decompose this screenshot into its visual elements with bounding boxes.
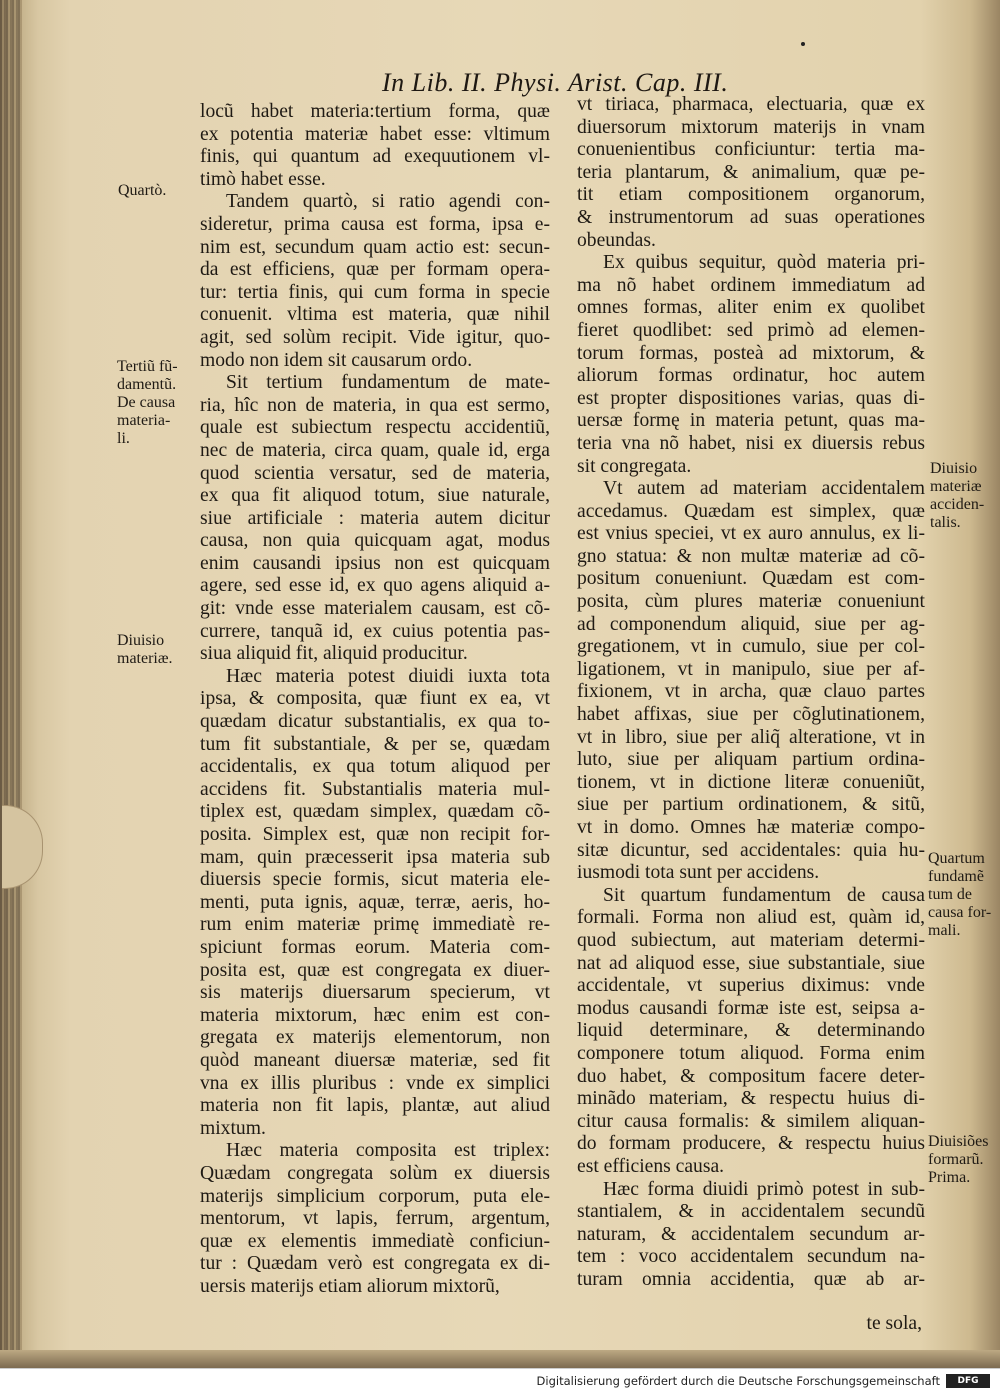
text-line: modus causandi formæ iste est, seipsa a-	[577, 997, 925, 1019]
text-line: tiplex est, quædam simplex, quædam cõ-	[200, 801, 550, 823]
text-line: ria, hîc non de materia, in qua est sermo,	[200, 394, 550, 416]
text-line: vt tiriaca, pharmaca, electuaria, quæ ex	[577, 94, 925, 115]
text-line: & instrumentorum ad suas operationes	[577, 206, 925, 228]
text-line: gregata ex materijs elementorum, non	[200, 1027, 550, 1049]
text-line: est efficiens causa.	[577, 1155, 725, 1177]
margin-note-line: talis.	[930, 514, 961, 531]
text-line: est propter dispositiones varias, quas di-	[577, 387, 925, 409]
text-line: Ex quibus sequitur, quòd materia pri-	[603, 252, 925, 274]
text-line: sideretur, prima causa est forma, ipsa e-	[200, 213, 550, 235]
text-line: vt in libro, siue per aliq̃ alteratione, vt in	[577, 726, 925, 748]
footer-credit: Digitalisierung gefördert durch die Deutsche Forschungsgemeinschaft	[536, 1374, 940, 1388]
dfg-logo: DFG	[946, 1374, 990, 1388]
text-line: git: vnde esse materialem causam, est cõ-	[200, 598, 550, 620]
margin-note-line: Prima.	[928, 1169, 971, 1186]
margin-note-tertium	[117, 358, 178, 448]
text-line: luto, siue per aliquam partium ordina-	[577, 749, 925, 771]
text-line: sit congregata.	[577, 455, 692, 477]
page-edge-bottom	[0, 1350, 1000, 1368]
text-line: gregationem, vt in cumulo, siue per col-	[577, 636, 925, 658]
text-line: ad componendum aliquid, siue per ag-	[577, 613, 925, 635]
margin-note-line: fundamẽ	[928, 868, 984, 885]
text-line: Sit quartum fundamentum de causa	[603, 884, 925, 906]
text-line: teria vna nõ habet, nisi ex diuersis rebus	[577, 432, 925, 454]
text-line: vna ex illis pluribus : vnde ex simplici	[200, 1072, 550, 1094]
text-line: currere, tanquã id, ex cuius potentia pas-	[200, 620, 550, 642]
margin-note-diuisiones	[928, 1133, 988, 1187]
margin-note-line: Tertiũ fũ-	[117, 358, 178, 375]
left-column	[200, 101, 550, 1298]
text-line: fieret quodlibet: sed primò ad elemen-	[577, 319, 925, 341]
running-title: In Lib. II. Physi. Arist. Cap. III.	[382, 68, 729, 97]
text-line: tionem, vt in dictione literæ conueniũt,	[577, 771, 925, 793]
margin-note-line: li.	[117, 430, 130, 447]
text-line: tur: tertia finis, qui cum forma in specie	[200, 281, 550, 303]
text-line: nim est, secundum quam actio est: secun-	[200, 236, 550, 258]
text-line: liquid determinare, & determinando	[577, 1020, 925, 1042]
text-line: accidentale, vt superius diximus: vnde	[577, 975, 925, 997]
text-line: agit, sed solùm recipit. Vide igitur, quo-	[200, 326, 550, 348]
text-line: Hæc forma diuidi primò potest in sub-	[603, 1178, 925, 1200]
margin-note-line: De causa	[117, 394, 176, 411]
text-line: nat ad aliquod esse, siue substantiale, siue	[577, 952, 925, 974]
margin-note-line: mali.	[928, 922, 961, 939]
text-line: mixtum.	[200, 1117, 266, 1139]
text-line: Hæc materia composita est triplex:	[226, 1140, 550, 1162]
text-line: ipsa, & composita, quæ fiunt ex ea, vt	[200, 688, 550, 710]
text-line: siue artificiale : materia autem dicitur	[200, 507, 550, 529]
text-line: uersis materijs etiam aliorum mixtorũ,	[200, 1275, 500, 1297]
text-line: omnes formas, aliter enim ex quolibet	[577, 297, 925, 319]
text-line: Hæc materia potest diuidi iuxta tota	[226, 665, 550, 687]
text-line: sis materijs diuersarum specierum, vt	[200, 982, 550, 1004]
margin-note-line: tum de	[928, 886, 972, 903]
text-line: enim causandi ipsius non est quicquam	[200, 552, 550, 574]
margin-note-line: Quartò.	[118, 182, 167, 199]
text-line: accidentalis, ex qua totum aliquod per	[200, 756, 550, 778]
text-line: spiciunt formas eorum. Materia com-	[200, 936, 550, 958]
text-line: conuenit. vltima est materia, quæ nihil	[200, 304, 550, 326]
text-line: ex potentia materiæ habet esse: vltimum	[200, 123, 550, 145]
text-line: fixionem, vt in archa, quæ clauo partes	[577, 681, 925, 703]
margin-note-line: materiæ	[930, 478, 982, 495]
text-line: posita, cùm plures materiæ conueniunt	[577, 591, 925, 613]
ink-dot	[801, 42, 805, 46]
text-line: quòd maneant diuersæ materiæ, sed fit	[200, 1049, 550, 1071]
text-line: timò habet esse.	[200, 168, 326, 190]
text-line: conuenientibus conficiuntur: tertia ma-	[577, 139, 925, 161]
text-line: Vt autem ad materiam accidentalem	[603, 478, 925, 500]
margin-note-line: Diuisio	[930, 460, 978, 477]
text-line: tur : Quædam verò est congregata ex di-	[200, 1253, 550, 1275]
text-line: materijs simplicium corporum, puta ele-	[200, 1185, 550, 1207]
page-edge-left	[0, 0, 22, 1368]
margin-note-quartum	[928, 850, 991, 940]
text-line: citur causa formalis: & similem aliquan-	[577, 1110, 925, 1132]
text-line: accedamus. Quædam est simplex, quæ	[577, 500, 925, 522]
text-line: turam omnia accidentia, quæ ab ar-	[577, 1268, 925, 1290]
text-line: siua aliquid fit, aliquid producitur.	[200, 643, 468, 665]
margin-note-quarto	[118, 182, 166, 200]
margin-note-line: causa for-	[928, 904, 992, 921]
margin-note-diuisio-materiae	[117, 632, 173, 668]
footer-bar	[0, 1368, 1000, 1393]
text-line: siue per partium ordinationem, & sitũ,	[577, 794, 925, 816]
text-line: diuersis specie formis, sicut materia ele-	[200, 869, 550, 891]
text-line: causa, non quia quicquam agat, modus	[200, 530, 550, 552]
text-line: quod subiectum, aut materiam determi-	[577, 929, 925, 951]
text-line: sitæ dicuntur, sed accidentales: quia hu-	[577, 839, 925, 861]
text-line: ex qua fit aliquod totum, siue naturale,	[200, 485, 550, 507]
text-line: iusmodi tota sunt per accidens.	[577, 862, 820, 884]
text-line: finis, qui quantum ad exequutionem vl-	[200, 146, 550, 168]
text-line: quale est subiectum respectu accidentiũ,	[200, 417, 550, 439]
text-line: stantialem, & in accidentalem secundũ	[577, 1201, 925, 1223]
text-line: tum fit substantiale, & per se, quædam	[200, 733, 550, 755]
text-line: obeundas.	[577, 229, 656, 251]
text-line: quæ ex elementis immediatè conficiun-	[200, 1230, 550, 1252]
text-line: quod scientia versatur, sed de materia,	[200, 462, 550, 484]
text-line: posita. Simplex est, quæ non recipit for-	[200, 824, 550, 845]
margin-note-line: Diuisiões	[928, 1133, 989, 1150]
text-line: aliorum formas ordinatur, hoc autem	[577, 365, 925, 387]
catchword: te sola,	[866, 1313, 922, 1334]
text-line: tem : voco accidentalem secundum na-	[577, 1246, 925, 1268]
text-line: do formam producere, & respectu huius	[577, 1133, 925, 1155]
text-line: agere, sed esse id, ex quo agens aliquid a-	[200, 575, 550, 597]
text-line: Sit tertium fundamentum de mate-	[226, 372, 550, 394]
text-line: est vnius speciei, vt ex auro annulus, ex li-	[577, 523, 925, 545]
text-line: componere totum aliquod. Forma enim	[577, 1042, 925, 1064]
margin-note-line: damentũ.	[117, 376, 177, 393]
text-line: formali. Forma non aliud est, quàm id,	[577, 907, 925, 929]
text-line: nec de materia, circa quam, quale id, erga	[200, 439, 550, 461]
text-line: menti, puta ignis, aquæ, terræ, aeris, ho-	[200, 891, 550, 913]
text-line: modo non idem sit causarum ordo.	[200, 349, 473, 371]
right-column	[577, 94, 925, 1291]
text-line: materia mixtorum, hæc enim est con-	[200, 1004, 550, 1026]
text-line: teria plantarum, & animalium, quæ pe-	[577, 161, 925, 183]
text-line: Tandem quartò, si ratio agendi con-	[226, 191, 550, 213]
margin-note-line: formarũ.	[928, 1151, 984, 1168]
text-line: accidens fit. Substantialis materia mul-	[200, 778, 550, 800]
text-line: ligationem, vt in manipulo, siue per af-	[577, 658, 925, 680]
text-line: posita est, quæ est congregata ex diuer-	[200, 959, 550, 981]
text-line: mam, quin præcesserit ipsa materia sub	[200, 846, 550, 868]
text-line: uersæ formę in materia petunt, quas ma-	[577, 410, 925, 432]
margin-note-line: materia-	[117, 412, 171, 429]
text-line: naturam, & accidentalem secundum ar-	[577, 1223, 925, 1245]
margin-note-line: materiæ.	[117, 650, 173, 667]
margin-note-line: Diuisio	[117, 632, 165, 649]
text-line: positum conueniunt. Quædam est com-	[577, 568, 925, 590]
text-line: materia non fit lapis, plantæ, aut aliud	[200, 1095, 550, 1117]
text-line: vt in domo. Omnes hæ materiæ compo-	[577, 817, 925, 838]
page-clip	[2, 805, 43, 889]
text-line: da est efficiens, quæ per formam opera-	[200, 259, 550, 281]
text-line: minãdo materiam, & respectu huius di-	[577, 1088, 925, 1110]
text-line: quædam dicatur substantialis, ex qua to-	[200, 711, 550, 733]
margin-note-diuisio-acc	[930, 460, 984, 532]
text-line: locũ habet materia:tertium forma, quæ	[200, 101, 550, 122]
text-line: habet affixas, siue per cõglutinationem,	[577, 704, 925, 726]
text-line: ma nõ habet ordinem immediatum ad	[577, 274, 925, 296]
text-line: rum enim materiæ primę immediatè re-	[200, 914, 550, 936]
margin-note-line: Quartum	[928, 850, 985, 867]
text-line: torum formas, posteà ad mixtorum, &	[577, 342, 925, 364]
text-line: mentorum, vt lapis, ferrum, argentum,	[200, 1208, 550, 1230]
text-line: tit etiam compositionem organorum,	[577, 184, 925, 206]
text-line: duo habet, & compositum facere deter-	[577, 1065, 925, 1087]
text-line: gno statua: & non multæ materiæ ad cõ-	[577, 545, 925, 567]
text-line: Quædam congregata solùm ex diuersis	[200, 1162, 550, 1184]
margin-note-line: acciden-	[930, 496, 985, 513]
text-line: diuersorum mixtorum materijs in vnam	[577, 116, 925, 138]
